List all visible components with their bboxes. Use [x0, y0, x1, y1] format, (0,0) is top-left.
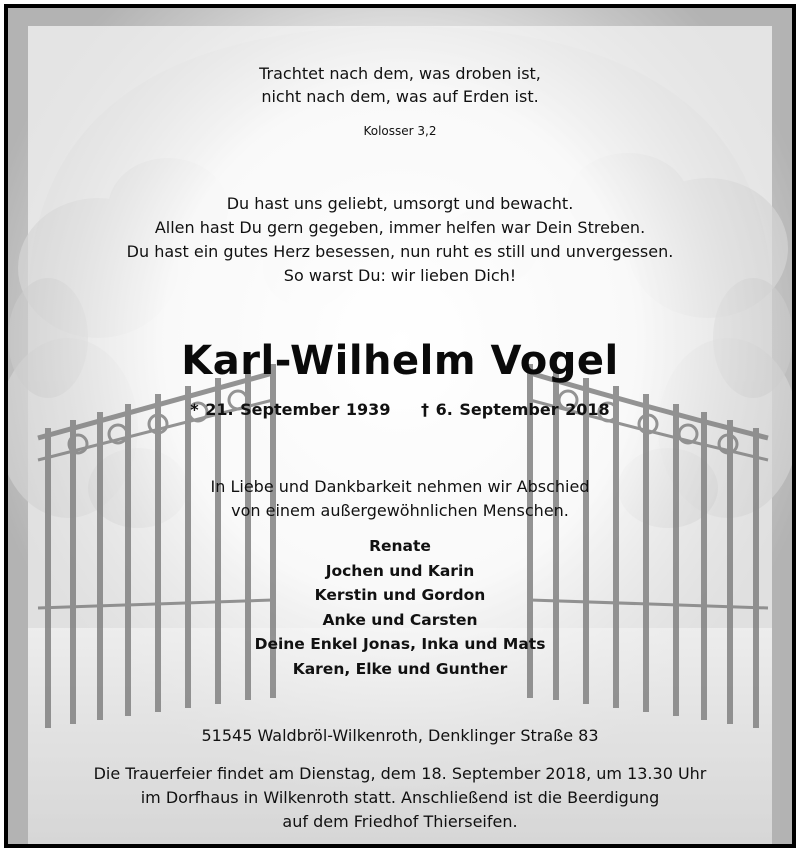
death-date: † 6. September 2018: [421, 400, 610, 419]
poem-line: So warst Du: wir lieben Dich!: [283, 266, 517, 285]
service-line: Die Trauerfeier findet am Dienstag, dem 18. September 2018, um 13.30 Uhr: [93, 764, 707, 783]
mourner-name: Karen, Elke und Gunther: [292, 659, 508, 678]
mourner-name: Kerstin und Gordon: [314, 586, 486, 604]
life-dates: [8, 400, 792, 419]
mourner-name: Anke und Carsten: [322, 610, 478, 629]
verse-reference: Kolosser 3,2: [363, 124, 437, 138]
service-line: im Dorfhaus in Wilkenroth statt. Anschließend ist die Beerdigung: [140, 788, 660, 807]
farewell-text: [8, 475, 792, 523]
poem-line: Du hast uns geliebt, umsorgt und bewacht.: [226, 194, 574, 213]
funeral-service-info: [8, 762, 792, 834]
mourner-name: Renate: [369, 537, 431, 555]
verse-line: nicht nach dem, was auf Erden ist.: [261, 87, 539, 106]
poem-line: Du hast ein gutes Herz besessen, nun ruht es still und unvergessen.: [126, 242, 674, 261]
service-line: auf dem Friedhof Thierseifen.: [282, 812, 518, 831]
poem: [8, 192, 792, 288]
birth-date: * 21. September 1939: [190, 400, 391, 419]
farewell-line: von einem außergewöhnlichen Menschen.: [231, 501, 569, 520]
obituary-notice: [4, 4, 796, 848]
poem-line: Allen hast Du gern gegeben, immer helfen war Dein Streben.: [154, 218, 646, 237]
bible-verse: [8, 62, 792, 108]
mourner-name: Deine Enkel Jonas, Inka und Mats: [254, 635, 546, 653]
family-address: 51545 Waldbröl-Wilkenroth, Denklinger Straße 83: [201, 726, 599, 745]
mourner-name: Jochen und Karin: [325, 561, 475, 580]
farewell-line: In Liebe und Dankbarkeit nehmen wir Abschied: [210, 477, 590, 496]
deceased-name: Karl-Wilhelm Vogel: [181, 338, 619, 384]
verse-line: Trachtet nach dem, was droben ist,: [259, 64, 541, 83]
mourners-list: [8, 534, 792, 681]
